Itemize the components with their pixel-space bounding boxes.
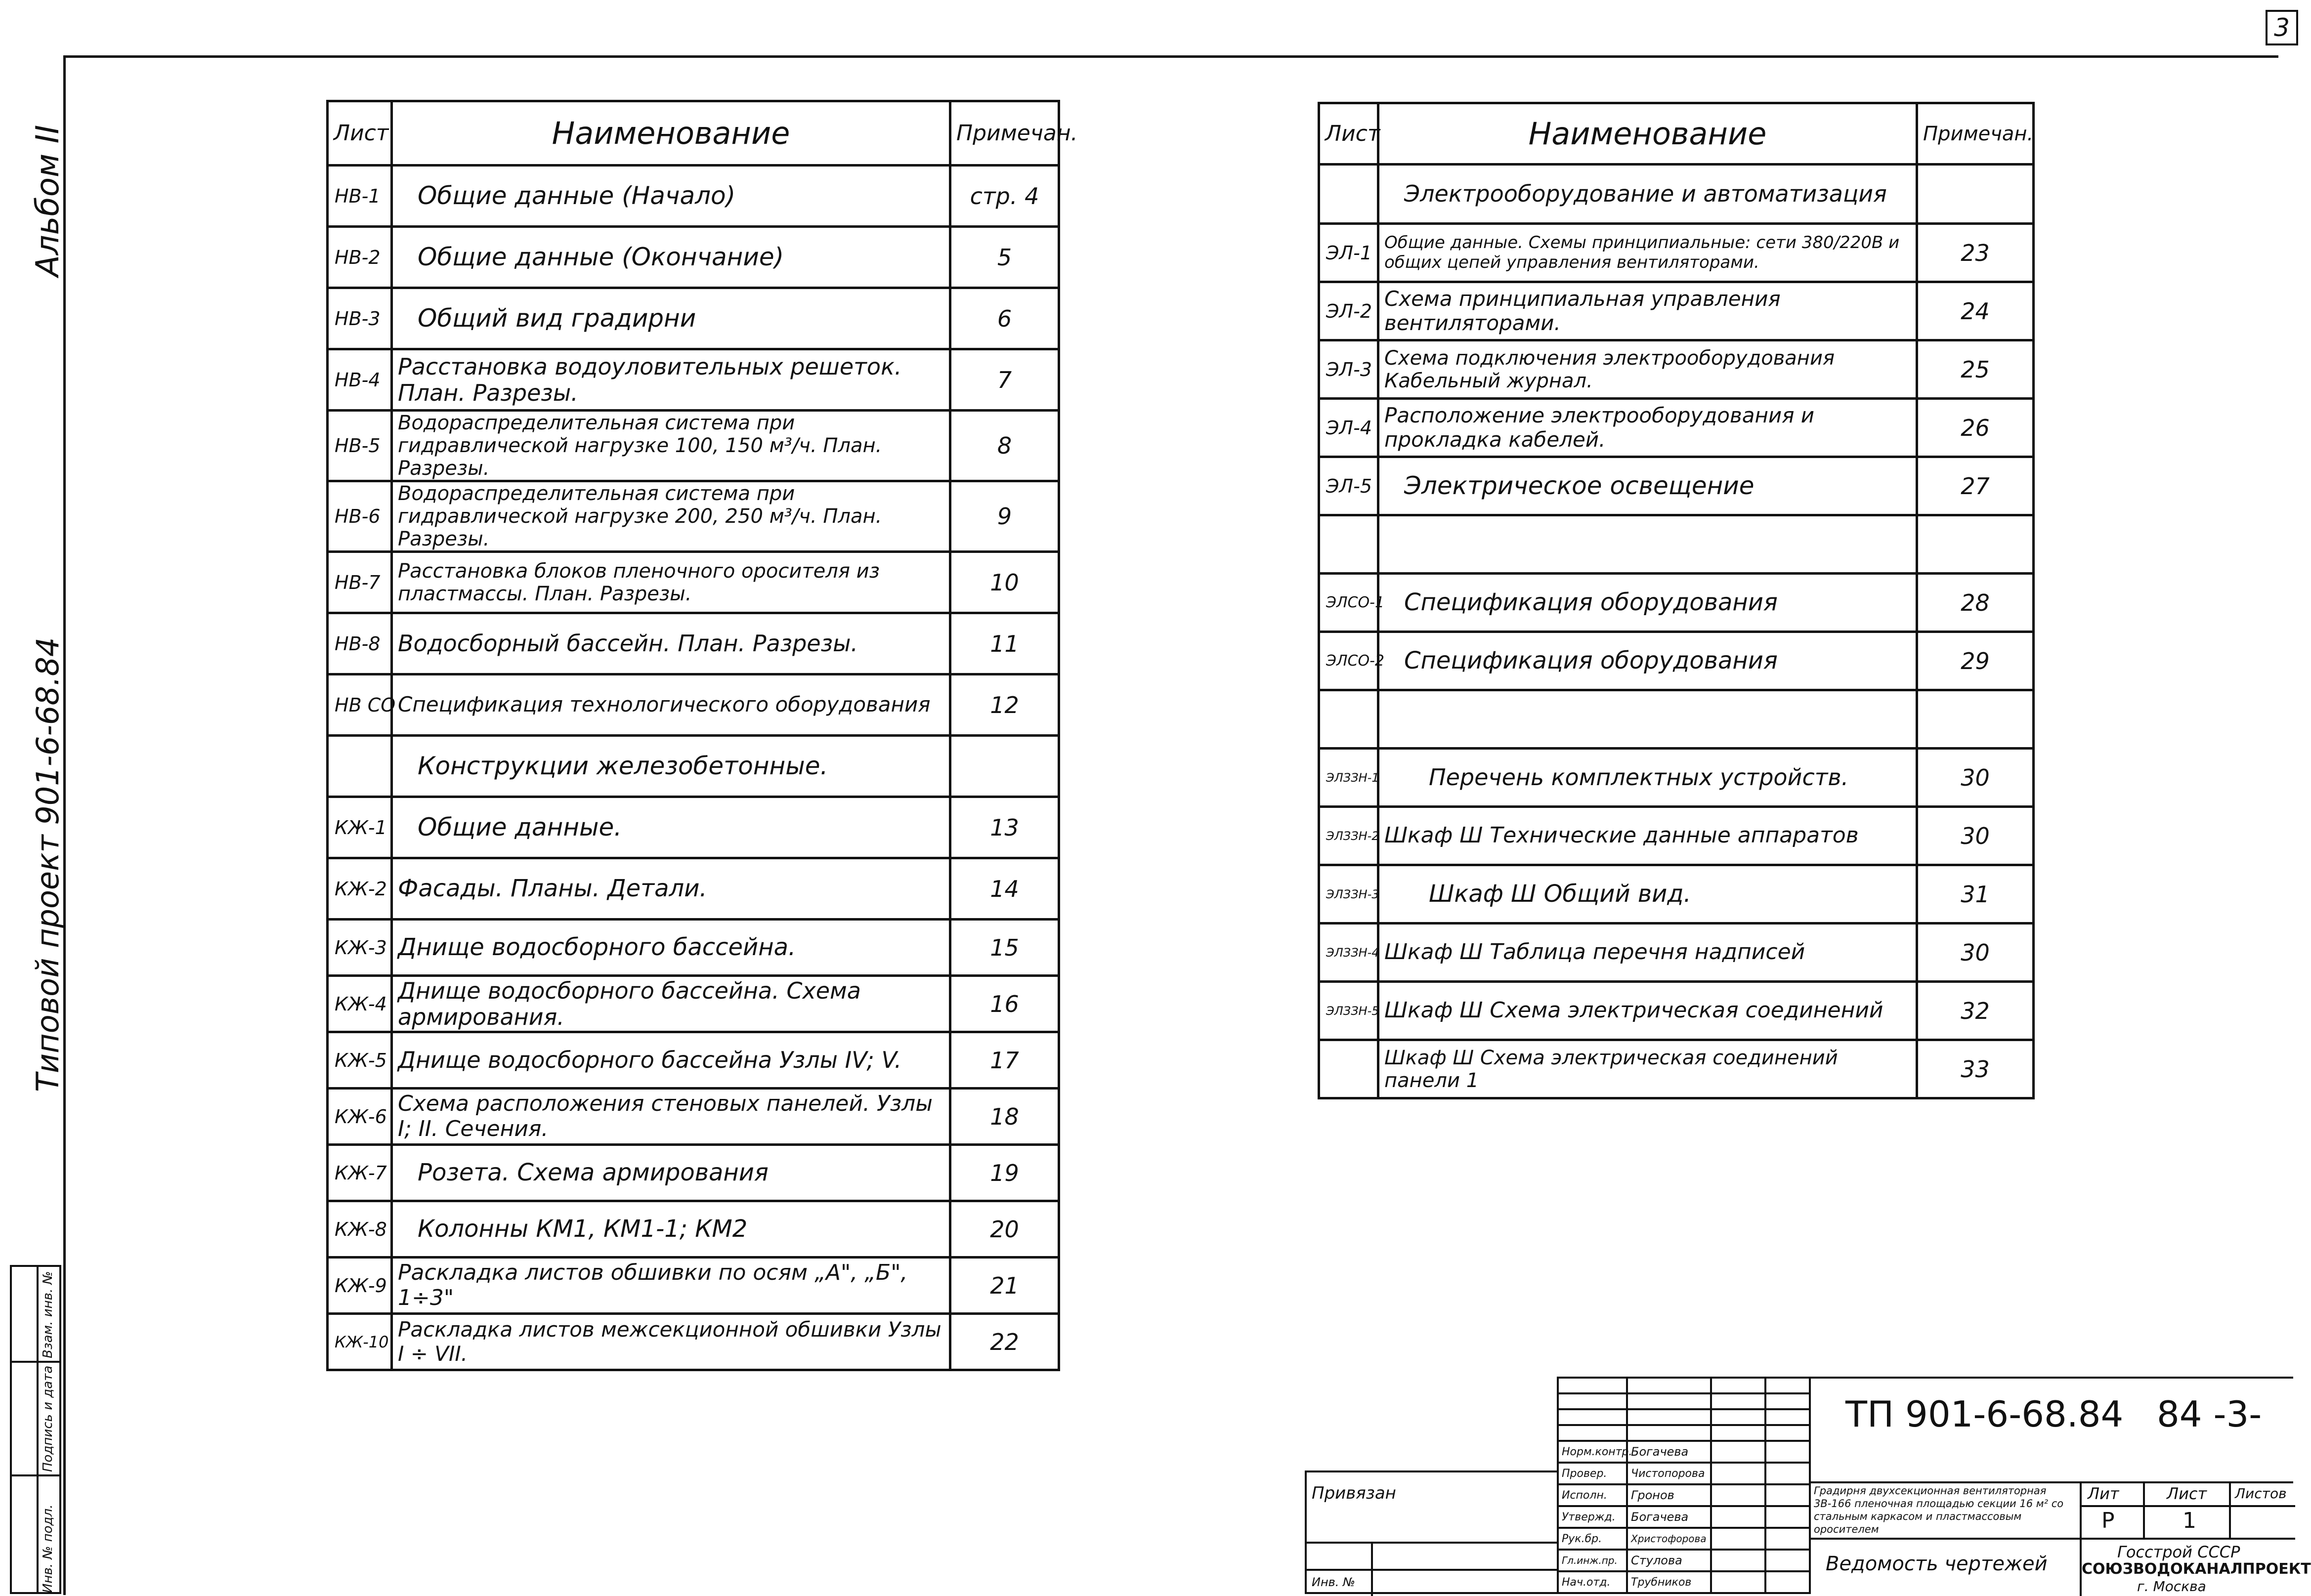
- table-row: [328, 481, 1059, 552]
- row-code: [1319, 165, 1378, 224]
- sheet-label: Лист: [2167, 1484, 2207, 1503]
- row-code: ЭЛЗЗН-3: [1319, 865, 1378, 924]
- row-name: Общие данные (Окончание): [392, 227, 950, 288]
- row-note: 14: [950, 858, 1059, 920]
- table-row: [1319, 282, 2034, 340]
- row-name: Днище водосборного бассейна.: [392, 920, 950, 976]
- staff-row: [1558, 1528, 1810, 1550]
- row-name: Водораспределительная система при гидравлической нагрузке 200, 250 м³/ч. План. Разрезы.: [392, 481, 950, 552]
- org-ministry: Госстрой СССР: [2117, 1543, 2240, 1561]
- row-name: Перечень комплектных устройств.: [1378, 749, 1917, 807]
- staff-name: Богачева: [1627, 1506, 1711, 1528]
- row-code: НВ-5: [328, 411, 392, 481]
- stamp-label-inv: Инв. № подл.: [41, 1504, 55, 1593]
- section-row: [1319, 165, 2034, 224]
- staff-name: Гронов: [1627, 1484, 1711, 1506]
- row-code: КЖ-8: [328, 1201, 392, 1258]
- org-city: г. Москва: [2137, 1578, 2206, 1595]
- staff-role: Нач.отд.: [1558, 1571, 1627, 1593]
- row-name: Расположение электрооборудования и прокладка кабелей.: [1378, 399, 1917, 457]
- side-stamp: [10, 1265, 61, 1594]
- table-row: [328, 349, 1059, 411]
- row-code: НВ-4: [328, 349, 392, 411]
- row-code: ЭЛЗЗН-2: [1319, 807, 1378, 865]
- sheet-ref: 84 -3-: [2157, 1393, 2262, 1435]
- row-code: [328, 736, 392, 797]
- table-row: [1319, 399, 2034, 457]
- table-row: [328, 1032, 1059, 1089]
- row-note: 9: [950, 481, 1059, 552]
- table-row: [1319, 982, 2034, 1040]
- row-name: Шкаф Ш Схема электрическая соединений панели 1: [1378, 1040, 1917, 1098]
- row-note: 15: [950, 920, 1059, 976]
- table-row: [328, 1258, 1059, 1314]
- left-table-header: [328, 101, 1059, 166]
- table-row: [328, 858, 1059, 920]
- row-name: Электрическое освещение: [1378, 457, 1917, 515]
- table-row: [328, 1089, 1059, 1145]
- table-row: [328, 288, 1059, 349]
- row-code: ЭЛЗЗН-5: [1319, 982, 1378, 1040]
- object-title: Градирня двухсекционная вентиляторная 3В-166 пленочная площадью секции 16 м² со стальным каркасом и пластмассовым оросителем: [1814, 1485, 2064, 1535]
- row-name: Колонны КМ1, КМ1-1; КМ2: [392, 1201, 950, 1258]
- row-note: 13: [950, 797, 1059, 858]
- header-sheet: Лист: [1319, 103, 1378, 165]
- row-code: КЖ-3: [328, 920, 392, 976]
- staff-row: [1558, 1484, 1810, 1506]
- privyazan-label: Привязан: [1312, 1483, 1396, 1503]
- stamp-label-replace: Взам. инв. №: [41, 1271, 55, 1358]
- title-block: [1305, 1377, 2311, 1595]
- table-row: [328, 227, 1059, 288]
- row-code: КЖ-4: [328, 976, 392, 1032]
- table-row: [1319, 690, 2034, 749]
- table-row: [1319, 632, 2034, 690]
- row-name: Раскладка листов обшивки по осям „А", „Б", 1÷3": [392, 1258, 950, 1314]
- row-name: Расстановка водоуловительных решеток. План. Разрезы.: [392, 349, 950, 411]
- row-code: ЭЛЗЗН-4: [1319, 924, 1378, 982]
- table-row: [328, 1145, 1059, 1201]
- staff-role: Провер.: [1558, 1463, 1627, 1484]
- table-row: [328, 674, 1059, 736]
- row-code: [1319, 1040, 1378, 1098]
- staff-row: [1558, 1506, 1810, 1528]
- staff-role: Утвержд.: [1558, 1506, 1627, 1528]
- row-code: КЖ-10: [328, 1314, 392, 1370]
- sheet-value: 1: [2183, 1508, 2196, 1533]
- album-label: Альбом II: [30, 125, 66, 277]
- row-note: 6: [950, 288, 1059, 349]
- row-note: 18: [950, 1089, 1059, 1145]
- staff-name: Богачева: [1627, 1441, 1711, 1463]
- row-code: НВ-1: [328, 166, 392, 227]
- row-code: КЖ-1: [328, 797, 392, 858]
- staff-grid: [1557, 1377, 1811, 1594]
- row-note: 19: [950, 1145, 1059, 1201]
- row-code: КЖ-9: [328, 1258, 392, 1314]
- inv-label: Инв. №: [1312, 1575, 1356, 1589]
- project-label: Типовой проект 901-6-68.84: [30, 637, 66, 1092]
- row-note: [1917, 165, 2034, 224]
- table-row: [1319, 515, 2034, 574]
- row-code: НВ-8: [328, 613, 392, 674]
- row-note: [1917, 690, 2034, 749]
- row-name: Шкаф Ш Таблица перечня надписей: [1378, 924, 1917, 982]
- row-name: Раскладка листов межсекционной обшивки Узлы I ÷ VII.: [392, 1314, 950, 1370]
- section-title: Конструкции железобетонные.: [392, 736, 950, 797]
- row-note: 7: [950, 349, 1059, 411]
- staff-row: [1558, 1571, 1810, 1593]
- row-note: 29: [1917, 632, 2034, 690]
- sheet-title: Ведомость чертежей: [1826, 1553, 2048, 1575]
- row-note: 21: [950, 1258, 1059, 1314]
- page-number: 3: [2266, 10, 2298, 45]
- row-code: ЭЛ-4: [1319, 399, 1378, 457]
- row-name: Спецификация оборудования: [1378, 632, 1917, 690]
- row-note: 23: [1917, 224, 2034, 282]
- row-name: [1378, 690, 1917, 749]
- row-code: НВ-3: [328, 288, 392, 349]
- row-note: 30: [1917, 749, 2034, 807]
- staff-row: [1558, 1463, 1810, 1484]
- table-row: [328, 976, 1059, 1032]
- table-row: [328, 1314, 1059, 1370]
- staff-role: Гл.инж.пр.: [1558, 1550, 1627, 1571]
- row-code: КЖ-5: [328, 1032, 392, 1089]
- staff-name: Чистопорова: [1627, 1463, 1711, 1484]
- lit-label: Лит: [2088, 1484, 2119, 1503]
- row-name: Общие данные. Схемы принципиальные: сети 380/220В и общих цепей управления вентиляторами.: [1378, 224, 1917, 282]
- header-name: Наименование: [392, 101, 950, 166]
- table-row: [328, 552, 1059, 613]
- row-code: НВ-6: [328, 481, 392, 552]
- row-code: КЖ-7: [328, 1145, 392, 1201]
- table-row: [1319, 340, 2034, 399]
- row-note: 26: [1917, 399, 2034, 457]
- staff-row: [1558, 1550, 1810, 1571]
- row-name: Схема расположения стеновых панелей. Узлы I; II. Сечения.: [392, 1089, 950, 1145]
- row-code: [1319, 690, 1378, 749]
- row-name: Общий вид градирни: [392, 288, 950, 349]
- row-note: 17: [950, 1032, 1059, 1089]
- row-note: 31: [1917, 865, 2034, 924]
- staff-name: Стулова: [1627, 1550, 1711, 1571]
- table-row: [1319, 574, 2034, 632]
- row-name: Шкаф Ш Схема электрическая соединений: [1378, 982, 1917, 1040]
- staff-name: Христофорова: [1627, 1528, 1711, 1550]
- document-code: ТП 901-6-68.84: [1845, 1393, 2124, 1435]
- title-main: [1809, 1377, 2311, 1595]
- right-drawing-list: [1318, 102, 2035, 1099]
- row-name: Днище водосборного бассейна Узлы IV; V.: [392, 1032, 950, 1089]
- stamp-label-sign: Подпись и дата: [41, 1365, 55, 1472]
- header-note: Примечан.: [1917, 103, 2034, 165]
- privyazan-block: [1305, 1470, 1557, 1594]
- row-note: 22: [950, 1314, 1059, 1370]
- table-row: [328, 1201, 1059, 1258]
- staff-role: Исполн.: [1558, 1484, 1627, 1506]
- table-row: [328, 166, 1059, 227]
- row-name: Спецификация технологического оборудования: [392, 674, 950, 736]
- row-code: ЭЛ-2: [1319, 282, 1378, 340]
- row-name: Расстановка блоков пленочного оросителя из пластмассы. План. Разрезы.: [392, 552, 950, 613]
- table-row: [328, 613, 1059, 674]
- table-row: [328, 411, 1059, 481]
- row-name: Водораспределительная система при гидравлической нагрузке 100, 150 м³/ч. План. Разрезы.: [392, 411, 950, 481]
- row-note: 30: [1917, 924, 2034, 982]
- row-note: [950, 736, 1059, 797]
- row-note: 32: [1917, 982, 2034, 1040]
- row-note: 12: [950, 674, 1059, 736]
- table-row: [1319, 807, 2034, 865]
- left-drawing-list: [326, 100, 1078, 1371]
- sheets-label: Листов: [2235, 1485, 2287, 1502]
- row-note: 24: [1917, 282, 2034, 340]
- section-title: Электрооборудование и автоматизация: [1378, 165, 1917, 224]
- header-name: Наименование: [1378, 103, 1917, 165]
- row-note: 28: [1917, 574, 2034, 632]
- row-note: 8: [950, 411, 1059, 481]
- row-code: КЖ-2: [328, 858, 392, 920]
- table-row: [1319, 457, 2034, 515]
- row-code: НВ СО: [328, 674, 392, 736]
- row-note: 5: [950, 227, 1059, 288]
- right-table-header: [1319, 103, 2034, 165]
- row-name: Схема принципиальная управления вентиляторами.: [1378, 282, 1917, 340]
- row-name: Водосборный бассейн. План. Разрезы.: [392, 613, 950, 674]
- table-row: [328, 797, 1059, 858]
- row-note: 16: [950, 976, 1059, 1032]
- row-name: [1378, 515, 1917, 574]
- row-code: ЭЛЗЗН-1: [1319, 749, 1378, 807]
- header-sheet: Лист: [328, 101, 392, 166]
- header-note: Примечан.: [950, 101, 1059, 166]
- row-note: 20: [950, 1201, 1059, 1258]
- row-note: [1917, 515, 2034, 574]
- row-code: [1319, 515, 1378, 574]
- table-row: [1319, 865, 2034, 924]
- section-row: [328, 736, 1059, 797]
- row-note: стр. 4: [950, 166, 1059, 227]
- row-name: Шкаф Ш Технические данные аппаратов: [1378, 807, 1917, 865]
- row-note: 11: [950, 613, 1059, 674]
- row-name: Шкаф Ш Общий вид.: [1378, 865, 1917, 924]
- row-code: ЭЛ-3: [1319, 340, 1378, 399]
- row-code: НВ-7: [328, 552, 392, 613]
- row-name: Фасады. Планы. Детали.: [392, 858, 950, 920]
- row-name: Розета. Схема армирования: [392, 1145, 950, 1201]
- row-note: 30: [1917, 807, 2034, 865]
- staff-role: Рук.бр.: [1558, 1528, 1627, 1550]
- row-code: НВ-2: [328, 227, 392, 288]
- table-row: [1319, 224, 2034, 282]
- row-code: КЖ-6: [328, 1089, 392, 1145]
- staff-name: Трубников: [1627, 1571, 1711, 1593]
- row-name: Спецификация оборудования: [1378, 574, 1917, 632]
- staff-row: [1558, 1441, 1810, 1463]
- row-code: ЭЛСО-2: [1319, 632, 1378, 690]
- row-note: 10: [950, 552, 1059, 613]
- row-code: ЭЛ-1: [1319, 224, 1378, 282]
- table-row: [1319, 924, 2034, 982]
- row-note: 33: [1917, 1040, 2034, 1098]
- row-code: ЭЛСО-1: [1319, 574, 1378, 632]
- row-name: Общие данные (Начало): [392, 166, 950, 227]
- row-name: Общие данные.: [392, 797, 950, 858]
- row-code: ЭЛ-5: [1319, 457, 1378, 515]
- table-row: [328, 920, 1059, 976]
- org-name: СОЮЗВОДОКАНАЛПРОЕКТ: [2082, 1560, 2311, 1578]
- staff-role: Норм.контр.: [1558, 1441, 1627, 1463]
- row-name: Днище водосборного бассейна. Схема армирования.: [392, 976, 950, 1032]
- row-note: 27: [1917, 457, 2034, 515]
- table-row: [1319, 1040, 2034, 1098]
- lit-value: Р: [2101, 1508, 2115, 1533]
- row-note: 25: [1917, 340, 2034, 399]
- row-name: Схема подключения электрооборудования Кабельный журнал.: [1378, 340, 1917, 399]
- table-row: [1319, 749, 2034, 807]
